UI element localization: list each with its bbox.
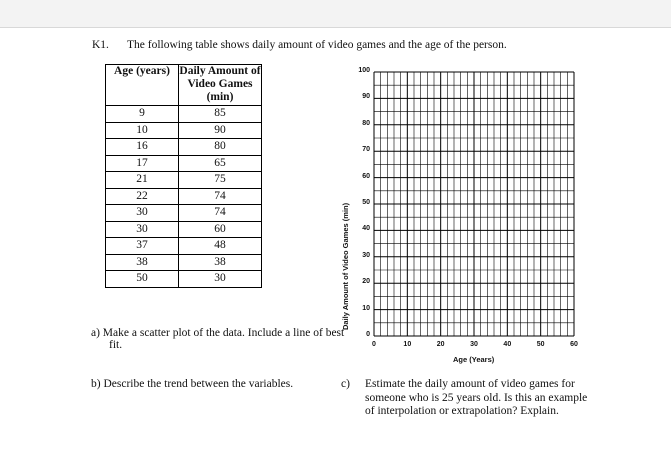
cell-amount: 80 <box>179 139 262 156</box>
cell-amount: 75 <box>179 172 262 189</box>
x-tick-label: 20 <box>436 341 445 348</box>
cell-amount: 74 <box>179 188 262 205</box>
cell-amount: 38 <box>179 254 262 271</box>
header-age: Age (years) <box>106 65 179 106</box>
cell-amount: 74 <box>179 205 262 222</box>
cell-amount: 65 <box>179 155 262 172</box>
x-tick-label: 60 <box>570 341 578 348</box>
y-tick-label: 20 <box>362 278 370 286</box>
cell-age: 16 <box>106 139 179 156</box>
y-tick-label: 40 <box>362 225 370 233</box>
x-tick-label: 50 <box>536 341 545 348</box>
part-b-text: b) Describe the trend between the variables. <box>91 378 294 390</box>
part-a-text-cont: fit. <box>109 339 123 351</box>
question-number: K1. <box>92 39 109 51</box>
cell-age: 9 <box>106 106 179 123</box>
cell-age: 37 <box>106 238 179 255</box>
cell-amount: 90 <box>179 122 262 139</box>
y-tick-label: 0 <box>366 331 370 338</box>
cell-age: 22 <box>106 188 179 205</box>
part-c-label: c) <box>341 378 350 390</box>
part-a-text: a) Make a scatter plot of the data. Include a line of best <box>91 327 345 339</box>
y-tick-label: 10 <box>362 304 370 312</box>
x-axis-label: Age (Years) <box>453 355 495 364</box>
cell-amount: 48 <box>179 238 262 255</box>
x-tick-label: 10 <box>403 341 412 348</box>
y-tick-label: 50 <box>362 199 370 206</box>
cell-age: 21 <box>106 172 179 189</box>
grid-lines <box>374 72 574 336</box>
y-axis-label: Daily Amount of Video Games (min) <box>341 202 350 330</box>
question-text: The following table shows daily amount of video games and the age of the person. <box>127 39 507 51</box>
cell-age: 17 <box>106 155 179 172</box>
y-tick-label: 80 <box>362 119 370 127</box>
part-c-text: Estimate the daily amount of video games for someone who is 25 years old. Is this an example of interpolation or extrapolation? Explain. <box>365 378 588 417</box>
y-tick-label: 70 <box>362 146 370 154</box>
cell-age: 10 <box>106 122 179 139</box>
x-tick-label: 30 <box>470 341 478 348</box>
y-tick-label: 90 <box>362 93 370 101</box>
y-tick-label: 60 <box>362 172 370 180</box>
cell-amount: 60 <box>179 221 262 238</box>
cell-amount: 85 <box>179 106 262 123</box>
cell-age: 50 <box>106 271 179 288</box>
cell-amount: 30 <box>179 271 262 288</box>
x-tick-label: 40 <box>503 341 512 348</box>
y-tick-label: 30 <box>362 251 370 259</box>
y-tick-label: 100 <box>358 67 370 74</box>
cell-age: 30 <box>106 205 179 222</box>
cell-age: 38 <box>106 254 179 271</box>
header-amount: Daily Amount of Video Games (min) <box>179 65 262 106</box>
x-tick-label: 0 <box>372 341 376 348</box>
cell-age: 30 <box>106 221 179 238</box>
